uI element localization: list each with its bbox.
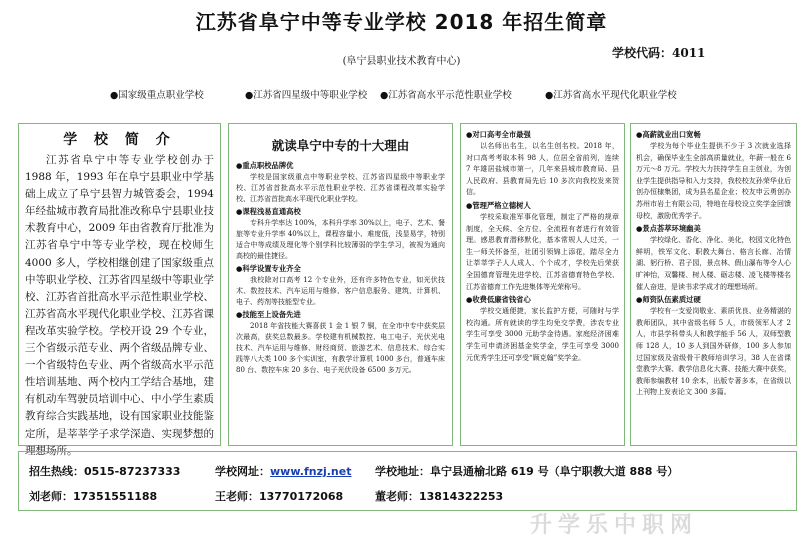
honor-item: ●国家级重点职业学校 (110, 90, 204, 101)
honors-row (0, 87, 803, 103)
reasons-panel-2 (460, 123, 625, 446)
reason-title: ●师资队伍素质过硬 (636, 295, 701, 305)
hotline-label: 招生热线： (29, 465, 84, 478)
website (215, 463, 351, 479)
reason-title: ●科学设置专业齐全 (236, 264, 301, 273)
subtitle: (阜宁县职业技术教育中心) (342, 56, 461, 67)
contact-phone[interactable]: 13770172068 (259, 490, 344, 503)
address-label: 学校地址： (375, 465, 430, 478)
contact-item (375, 488, 503, 504)
honor-item: ●江苏省高水平现代化职业学校 (545, 90, 677, 101)
reasons-panel (228, 123, 453, 446)
reasons-panel-3 (630, 123, 797, 446)
reason-title: ●收费低廉省钱省心 (466, 295, 531, 305)
reason-title: ●对口高考全市最强 (466, 130, 531, 139)
contact-label: 王老师： (215, 490, 259, 503)
reason-body: 学校有一支爱岗敬业、素质优良、业务精湛的教师团队，其中省级名师 5 人，市级领军人才 2 人，市县学科带头人和教学能手 56 人，双师型教师 128 人，10 多人到国外研修，100 多人参加过国家级及省级骨干教师培训学习，38 人在省课堂教学大赛、教学信息化大赛、技能大赛中获奖，教师参编教材 10 余本，出版专著多本，在省级以上刊物上发表论文 300 多篇。 (636, 307, 791, 397)
reason-body: 2018 年省技能大赛喜获 1 金 1 银 7 铜，在全市中专中获奖层次最高，获奖总数最多。学校建有机械数控、电工电子、光伏光电技术、汽车运用与维修、财经商贸、旅游艺术、信息技术、综合实践等八大类 100 多个实训室，有教学计算机 1000 多台，普通车床 80 台、数控车床 20 多台、电子光伏设备 6500 多万元。 (236, 322, 445, 374)
reason-title: ●课程浅易直通高校 (236, 207, 301, 216)
hotline (29, 463, 180, 479)
reason-title: ●技能至上设备先进 (236, 310, 301, 319)
intro-panel (18, 123, 221, 457)
contact-label: 董老师： (375, 490, 419, 503)
reason-title: ●管理严格立德树人 (466, 200, 531, 210)
reason-body: 学校采取准军事化管理，制定了严格的规章制度，全天候、全方位、全流程有者进行有效管理。感恩教育潜移默化，基本常规人人过关，一生一师关怀备至，社团引领锦上添花，踏尽全力让莘莘学子人人成人、个个成才，学校先后荣获全国德育管理先进学校、江苏省德育特色学校、江苏省德育工作先进集体等光荣称号。 (466, 212, 619, 291)
reason-body: 学校是国家级重点中等职业学校、江苏省四星级中等职业学校、江苏省首批高水平示范性职业学校、江苏省课程改革实验学校、江苏省首批高水平现代化职业学校。 (236, 173, 445, 203)
reason-body: 专科升学率达 100%，本科升学率 30%以上，电子、艺术、餐旅等专业升学率 40%以上，课程容量小、难度低，浅显易学，特别适合中等成绩及理化等个别学科比较薄弱的学生学习，被视为通向高校的最佳捷径。 (236, 219, 445, 260)
address-value: 阜宁县通榆北路 619 号（阜宁职教大道 888 号） (430, 465, 679, 478)
intro-heading: 学 校 简 介 (63, 132, 176, 148)
reason-body: 以名师出名生，以名生创名校。2018 年，对口高考考取本科 98 人，位居全省前列，连续 7 年雄居盐城市第一，几年来县城市教育局、县人民政府、县教育局先后 10 多次向我校发来贺信。 (466, 142, 619, 197)
reason-title: ●重点职校品牌优 (236, 161, 294, 170)
contact-item (29, 488, 157, 504)
intro-text: 江苏省阜宁中等专业学校创办于 1988 年，1993 年在阜宁县职业中学基础上成立了阜宁县智力城管委会，1994 年经盐城市教育局批准改称阜宁县职业技术教育中心，2009 年由省教育厅批准为江苏省阜宁中等专业学校，现在校师生 4000 多人，学校相继创建了国家级重点中等职业学校、江苏省四星级中等职业学校、江苏省首批高水平示范性职业学校、江苏省高水平现代化职业学校、江苏省课程改革实验学校。学校开设 29 个专业，三个省级示范专业、两个省级品牌专业、一个省级特色专业、两个省级高水平示范性培训基地、两个校内工学结合基地，建有机动车驾驶员培训中心、中小学生素质教育综合实践基地，设有国家职业技能鉴定所，是莘莘学子求学深造、实现梦想的理想场所。 (25, 154, 214, 457)
watermark: 升学乐中职网 (530, 513, 699, 538)
reason-body: 学校交通便捷，家长监护方便，可随时与学校沟通。所有就读的学生均免交学费，涉农专业学生可享受 3000 元助学金待遇。家庭经济困难学生可申请济困基金奖学金，学生可享受 3000 元优秀学生还可享受“顾克翰”奖学金。 (466, 307, 619, 362)
school-code: 学校代码：4011 (612, 46, 706, 60)
page-title: 江苏省阜宁中等专业学校 2018 年招生简章 (195, 10, 608, 34)
reasons-heading: 就读阜宁中专的十大理由 (271, 138, 410, 153)
website-link[interactable]: www.fnzj.net (270, 465, 352, 478)
honor-item: ●江苏省四星级中等职业学校 (245, 90, 368, 101)
contact-footer (18, 451, 797, 511)
address (375, 463, 678, 479)
reason-title: ●景点荟萃环境幽美 (636, 224, 701, 234)
hotline-number[interactable]: 0515-87237333 (84, 465, 181, 478)
reason-title: ●高薪就业出口宽畅 (636, 130, 701, 139)
contact-phone[interactable]: 13814322253 (419, 490, 504, 503)
contact-label: 刘老师： (29, 490, 73, 503)
website-label: 学校网址： (215, 465, 270, 478)
honor-item: ●江苏省高水平示范性职业学校 (380, 90, 512, 101)
reason-body: 学校为每个毕业生提供不少于 3 次就业选择机会，确保毕业生全部高质量就业，年薪一般在 6 万元～8 万元。学校大力扶持学生自主创业，为创业学生提供指导和入力支持，我校校友孙荣华业后创办恒棣集团，成为县名星企业；校友申云勇创办苏州市岩土有限公司，特地在母校设立奖学金回馈母校，激励优秀学子。 (636, 142, 791, 220)
reason-body: 我校除对口高考 12 个专业外，还有许多特色专业，如光伏技术、数控技术、汽车运用与维修、客户信息服务、建筑、计算机、电子、药剂等技能型专业。 (236, 276, 445, 306)
contact-phone[interactable]: 17351551188 (73, 490, 158, 503)
contact-item (215, 488, 343, 504)
reason-body: 学校绿化、香化、净化、美化，校园文化特色鲜明，铁军文化、职教大舞台、格言长廊、冶情湖、躬行桥、君子园，景点林、假山瀑布等令人心旷神怡，双馨楼、树人楼、砺志楼、凌飞楼等楼名催人奋进，是读书求学成才的理想场所。 (636, 236, 791, 291)
